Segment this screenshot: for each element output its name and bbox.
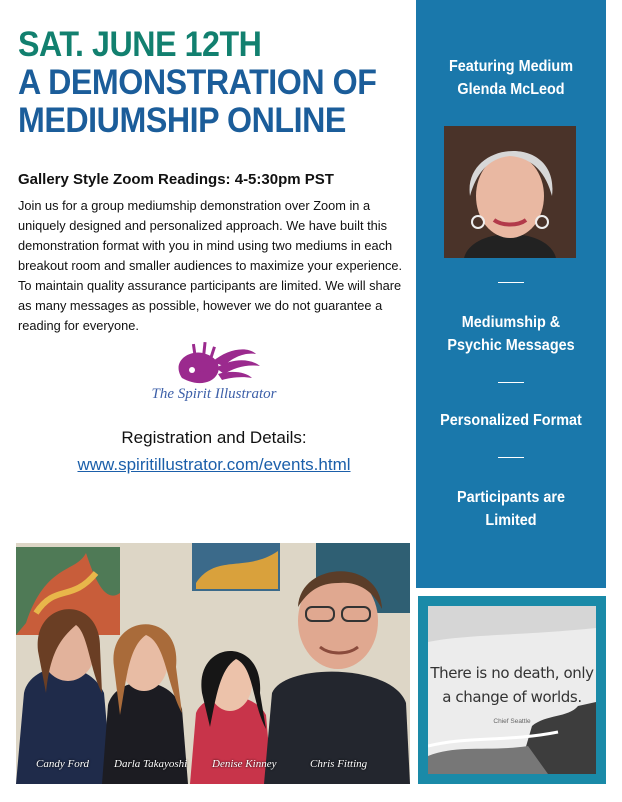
sidebar-panel	[416, 0, 606, 588]
quote-image	[428, 606, 596, 774]
caption-candy-ford: Candy Ford	[36, 758, 90, 770]
quote-line-2: a change of worlds.	[442, 688, 582, 706]
feature-personalized-format: Personalized Format	[440, 412, 582, 429]
headline-date: SAT. JUNE 12TH	[18, 25, 262, 64]
registration-label: Registration and Details:	[121, 428, 307, 447]
subheading: Gallery Style Zoom Readings: 4-5:30pm PST	[18, 171, 334, 188]
events-link[interactable]: www.spiritillustrator.com/events.html	[77, 455, 351, 474]
feature-mediumship-line1: Mediumship &	[461, 314, 561, 331]
quote-author: Chief Seattle	[493, 718, 531, 725]
headline-line-3: MEDIUMSHIP ONLINE	[18, 101, 346, 140]
quote-card	[418, 596, 606, 784]
headline-line-2: A DEMONSTRATION OF	[18, 63, 377, 102]
medium-portrait	[444, 126, 576, 258]
feature-participants-line2: Limited	[485, 512, 537, 529]
divider	[498, 457, 524, 458]
featured-medium-name: Glenda McLeod	[457, 81, 565, 98]
description-paragraph: Join us for a group mediumship demonstration over Zoom in a uniquely designed and personalized approach. We have built this demonstration format with you in mind using two mediums in each breakout room and smaller audiences to maximize your experience. To maintain quality assurance participants are limited. We will share as many messages as possible, however we do not guarantee a reading for everyone.	[18, 198, 403, 333]
headline	[18, 26, 379, 140]
logo-wordmark: The Spirit Illustrator	[151, 386, 277, 402]
divider	[498, 382, 524, 383]
featuring-label: Featuring Medium	[448, 58, 574, 75]
team-photo-illustration	[16, 543, 410, 784]
portrait-illustration	[444, 126, 576, 258]
caption-chris-fitting: Chris Fitting	[310, 758, 368, 770]
caption-darla-takayoshi: Darla Takayoshi	[114, 758, 188, 770]
divider	[498, 282, 524, 283]
quote-line-1: There is no death, only	[430, 664, 594, 682]
feature-participants-line1: Participants are	[456, 489, 566, 506]
caption-denise-kinney: Denise Kinney	[212, 758, 277, 770]
feature-mediumship-line2: Psychic Messages	[447, 337, 575, 354]
team-photo	[16, 543, 410, 784]
